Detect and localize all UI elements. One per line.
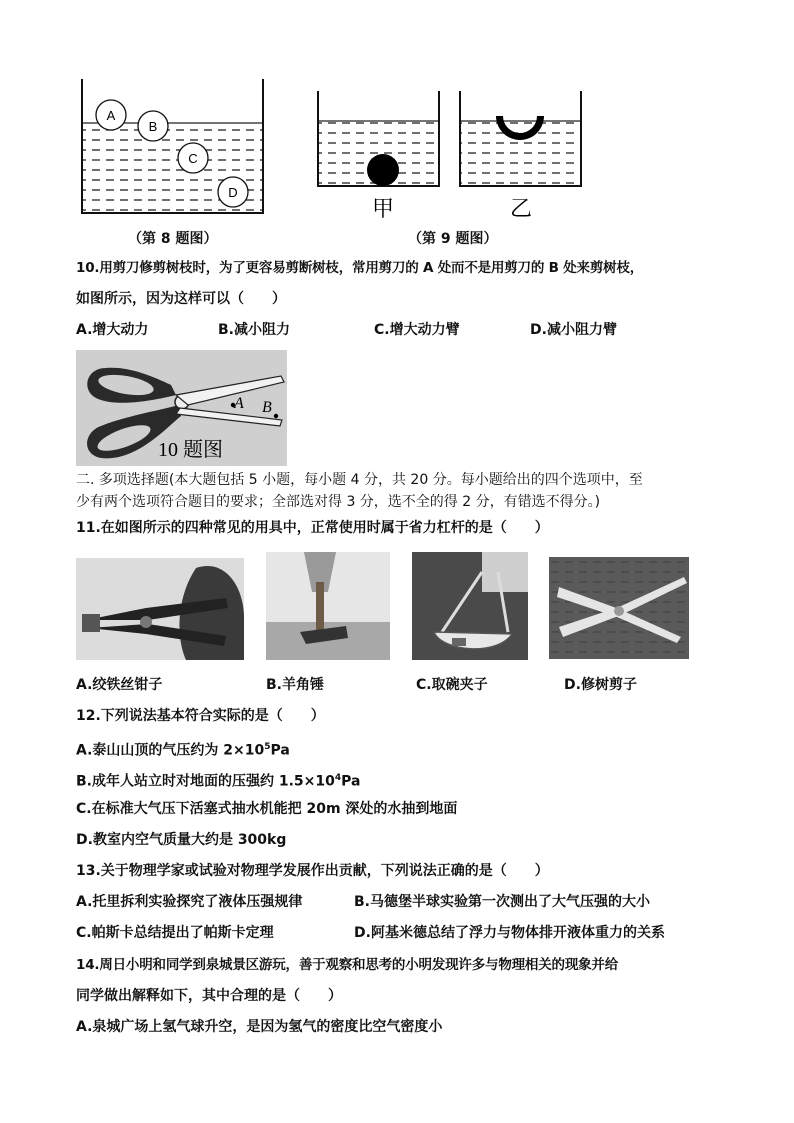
figure-9-diagram: [312, 88, 587, 223]
q12-stem: 12.下列说法基本符合实际的是（ ）: [76, 708, 325, 724]
q14-option-a: A.泉城广场上氢气球升空，是因为氢气的密度比空气密度小: [76, 1019, 443, 1035]
q12-option-c: C.在标准大气压下活塞式抽水机能把 20m 深处的水抽到地面: [76, 801, 458, 817]
q10-option-d: D.减小阻力臂: [530, 322, 617, 338]
q10-option-b: B.减小阻力: [218, 322, 290, 338]
pruning-shears-photo: [549, 557, 689, 659]
figure-8-container-diagram: [76, 75, 270, 218]
svg-text:B: B: [148, 119, 158, 134]
svg-text:D: D: [228, 185, 238, 200]
q11-option-d: D.修树剪子: [564, 677, 637, 693]
q10-option-a: A.增大动力: [76, 322, 149, 338]
pliers-photo: [76, 558, 244, 660]
q14-line2: 同学做出解释如下，其中合理的是（ ）: [76, 988, 342, 1004]
q12-option-d: D.教室内空气质量大约是 300kg: [76, 832, 287, 848]
point-b-label: B: [262, 399, 272, 416]
ball-a: [96, 100, 126, 130]
q13-option-d: D.阿基米德总结了浮力与物体排开液体重力的关系: [354, 925, 665, 941]
svg-text:C: C: [188, 151, 198, 166]
scissors-figure-caption: 10 题图: [158, 439, 223, 461]
q12-option-a: A.泰山山顶的气压约为 $2\times 10^5Pa$: [76, 742, 290, 759]
q13-option-c: C.帕斯卡总结提出了帕斯卡定理: [76, 925, 274, 941]
q11-stem: 11.在如图所示的四种常见的用具中，正常使用时属于省力杠杆的是（ ）: [76, 520, 549, 536]
section2-line1: 二. 多项选择题(本大题包括 5 小题，每小题 4 分，共 20 分。每小题给出的四个选项中，至: [76, 472, 643, 488]
container-yi: [460, 91, 581, 186]
figure-8-caption: （第 8 题图）: [128, 231, 218, 247]
ball-c: [178, 143, 208, 173]
figure-9-caption: （第 9 题图）: [408, 231, 498, 247]
q11-option-a: A.绞铁丝钳子: [76, 677, 163, 693]
point-a-label: A: [234, 395, 244, 412]
container-jia: [318, 91, 439, 186]
q14-line1: 14.周日小明和同学到泉城景区游玩，善于观察和思考的小明发现许多与物理相关的现象并给: [76, 957, 619, 973]
q10-line2: 如图所示，因为这样可以（ ）: [76, 291, 286, 307]
ball-d: [218, 177, 248, 207]
q11-option-c: C.取碗夹子: [416, 677, 488, 693]
ball-b: [138, 111, 168, 141]
q13-option-a: A.托里拆利实验探究了液体压强规律: [76, 894, 303, 910]
label-yi: 乙: [509, 197, 533, 222]
svg-text:A: A: [106, 108, 116, 123]
q11-option-b: B.羊角锤: [266, 677, 324, 693]
q13-option-b: B.马德堡半球实验第一次测出了大气压强的大小: [354, 894, 650, 910]
section2-line2: 少有两个选项符合题目的要求；全部选对得 3 分，选不全的得 2 分，有错选不得分。): [76, 494, 601, 510]
q10-option-c: C.增大动力臂: [374, 322, 460, 338]
bowl-clamp-photo: [412, 552, 528, 660]
label-jia: 甲: [371, 197, 395, 222]
q10-line1: 10.用剪刀修剪树枝时，为了更容易剪断树枝，常用剪刀的 A 处而不是用剪刀的 B 处来剪树枝，: [76, 260, 644, 276]
scissors-figure: [76, 350, 287, 466]
q12-option-b: B.成年人站立时对地面的压强约 $1.5\times 10^4Pa$: [76, 773, 361, 790]
q13-stem: 13.关于物理学家或试验对物理学发展作出贡献，下列说法正确的是（ ）: [76, 863, 549, 879]
claw-hammer-photo: [266, 552, 390, 660]
